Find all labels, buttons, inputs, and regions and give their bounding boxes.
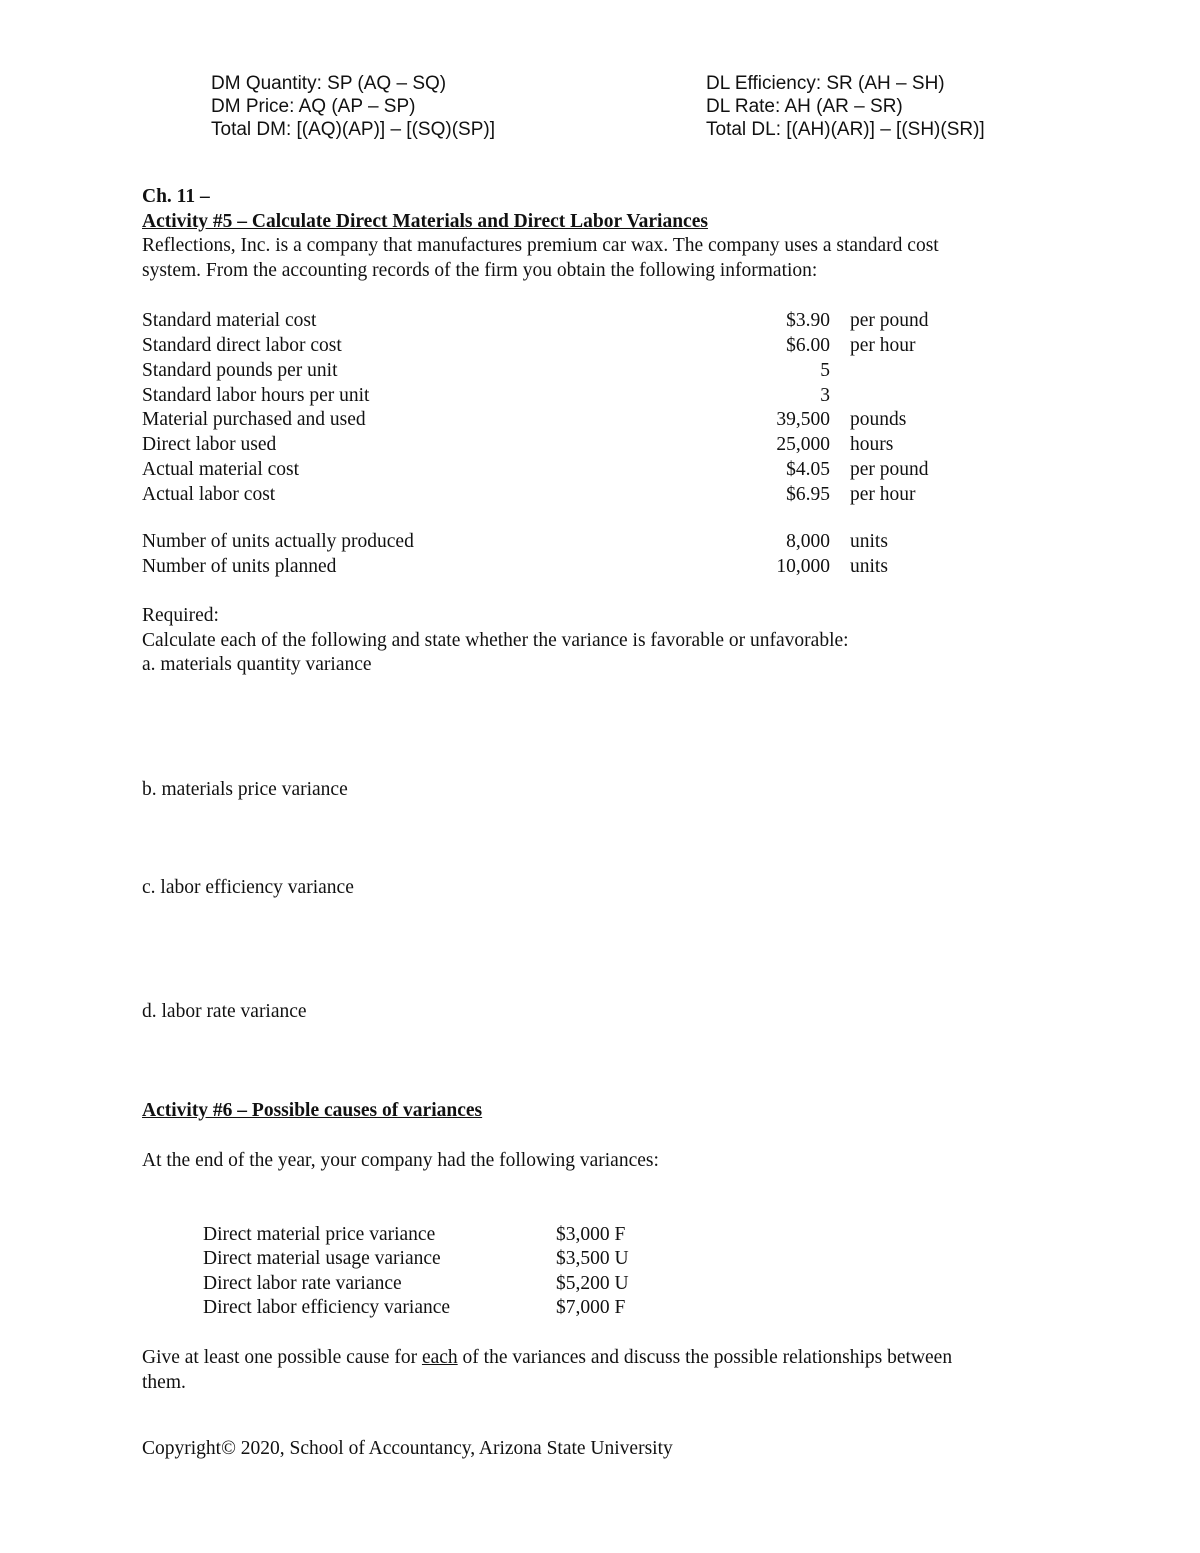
row-label: Standard labor hours per unit — [142, 385, 370, 406]
table-row — [142, 529, 962, 554]
table-row — [203, 1246, 703, 1271]
question-b: b. materials price variance — [142, 779, 348, 800]
row-label: Standard material cost — [142, 310, 317, 331]
table-row — [142, 432, 962, 457]
row-unit: units — [850, 556, 888, 577]
question-c: c. labor efficiency variance — [142, 877, 354, 898]
row-label: Actual material cost — [142, 459, 300, 480]
table-row — [142, 308, 962, 333]
row-value: $6.00 — [786, 335, 830, 356]
row-label: Actual labor cost — [142, 484, 276, 505]
row-unit: pounds — [850, 409, 907, 430]
table-row — [142, 407, 962, 432]
closing-text-before: Give at least one possible cause for — [142, 1347, 422, 1368]
row-label: Material purchased and used — [142, 409, 366, 430]
question-a: a. materials quantity variance — [142, 654, 372, 675]
closing-emphasis: each — [421, 1347, 458, 1368]
activity6-closing-line1 — [142, 1346, 952, 1370]
row-unit: per pound — [850, 310, 929, 331]
variance-value: $7,000 F — [556, 1297, 626, 1318]
required-label: Required: — [142, 605, 219, 626]
row-label: Number of units actually produced — [142, 531, 414, 552]
activity6-closing-line2: them. — [142, 1372, 186, 1393]
row-unit: per pound — [850, 459, 929, 480]
chapter-heading: Ch. 11 – — [142, 186, 210, 207]
variance-value: $5,200 U — [556, 1273, 629, 1294]
table-row — [142, 554, 962, 579]
table-row — [142, 457, 962, 482]
variance-label: Direct material price variance — [203, 1224, 436, 1245]
row-value: 3 — [820, 385, 830, 406]
row-value: 25,000 — [776, 434, 830, 455]
variance-label: Direct labor efficiency variance — [203, 1297, 451, 1318]
variance-value: $3,500 U — [556, 1248, 629, 1269]
row-unit: hours — [850, 434, 894, 455]
table-row — [142, 333, 962, 358]
dm-quantity-formula: DM Quantity: SP (AQ – SQ) — [211, 73, 447, 94]
activity6-intro: At the end of the year, your company had the following variances: — [142, 1150, 659, 1171]
row-value: 8,000 — [786, 531, 830, 552]
activity6-title: Activity #6 – Possible causes of variances — [142, 1100, 483, 1121]
required-text: Calculate each of the following and state whether the variance is favorable or unfavorable: — [142, 630, 849, 651]
row-label: Number of units planned — [142, 556, 337, 577]
closing-text-after: of the variances and discuss the possible relationships between — [457, 1347, 953, 1368]
table-row — [203, 1222, 703, 1247]
row-label: Direct labor used — [142, 434, 277, 455]
table-row — [203, 1295, 703, 1320]
row-value: $4.05 — [786, 459, 830, 480]
row-value: 10,000 — [776, 556, 830, 577]
total-dl-formula: Total DL: [(AH)(AR)] – [(SH)(SR)] — [706, 119, 985, 140]
variance-label: Direct material usage variance — [203, 1248, 441, 1269]
row-unit: per hour — [850, 484, 916, 505]
dm-price-formula: DM Price: AQ (AP – SP) — [211, 96, 416, 117]
row-unit: per hour — [850, 335, 916, 356]
table-row — [203, 1271, 703, 1296]
activity5-intro-line2: system. From the accounting records of the firm you obtain the following information: — [142, 260, 818, 281]
table-row — [142, 482, 962, 507]
copyright-footer: Copyright© 2020, School of Accountancy, Arizona State University — [142, 1438, 673, 1459]
variance-label: Direct labor rate variance — [203, 1273, 402, 1294]
row-value: 39,500 — [776, 409, 830, 430]
row-label: Standard direct labor cost — [142, 335, 342, 356]
table-row — [142, 358, 962, 383]
row-value: $3.90 — [786, 310, 830, 331]
dl-efficiency-formula: DL Efficiency: SR (AH – SH) — [706, 73, 945, 94]
activity5-title: Activity #5 – Calculate Direct Materials and Direct Labor Variances — [142, 211, 708, 232]
activity5-intro-line1: Reflections, Inc. is a company that manufactures premium car wax. The company uses a standard cost — [142, 235, 939, 256]
row-value: $6.95 — [786, 484, 830, 505]
row-value: 5 — [820, 360, 830, 381]
table-row — [142, 383, 962, 408]
row-unit: units — [850, 531, 888, 552]
question-d: d. labor rate variance — [142, 1001, 307, 1022]
variance-value: $3,000 F — [556, 1224, 626, 1245]
row-label: Standard pounds per unit — [142, 360, 338, 381]
total-dm-formula: Total DM: [(AQ)(AP)] – [(SQ)(SP)] — [211, 119, 495, 140]
dl-rate-formula: DL Rate: AH (AR – SR) — [706, 96, 903, 117]
